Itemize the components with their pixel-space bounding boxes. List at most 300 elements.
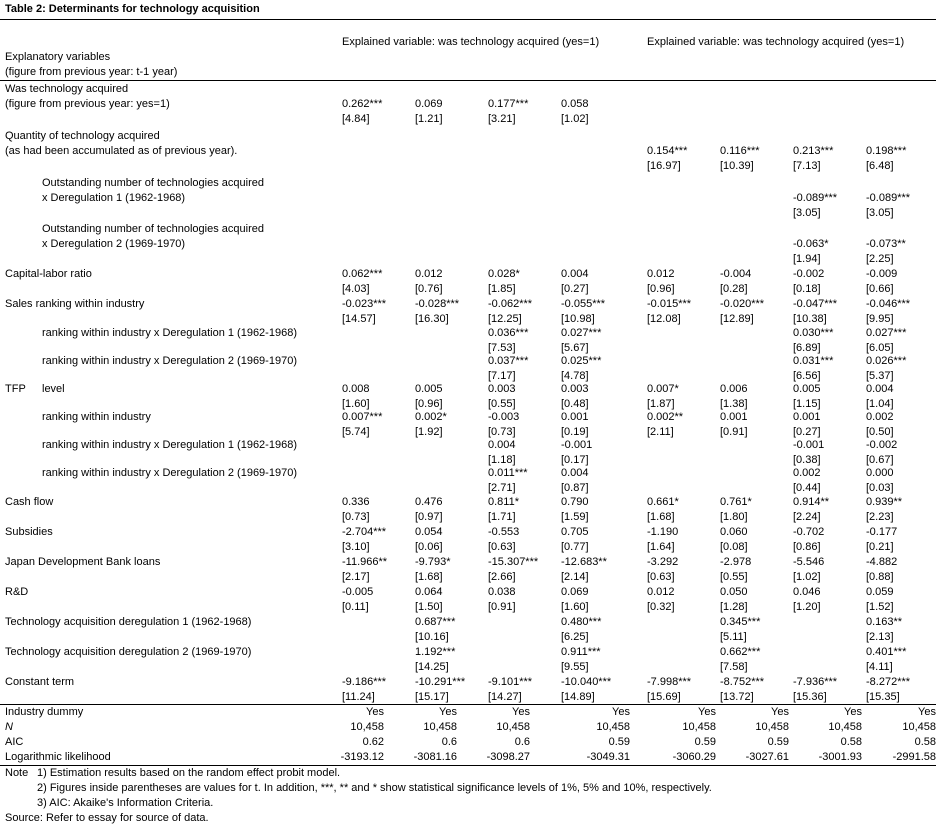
table-row xyxy=(0,615,940,630)
stat-cell: -3098.27 xyxy=(486,751,530,763)
se-cell: [9.95] xyxy=(866,313,894,325)
coef-cell: 0.004 xyxy=(488,439,516,451)
row-label: Outstanding number of technologies acquired xyxy=(42,177,264,189)
table-row xyxy=(0,645,940,660)
coef-cell: -9.186*** xyxy=(342,676,387,688)
coef-cell: -0.177 xyxy=(866,526,898,538)
stat-cell: -3081.16 xyxy=(413,751,457,763)
stat-cell: 10,458 xyxy=(682,721,716,733)
row-label: x Deregulation 1 (1962-1968) xyxy=(42,192,186,204)
stat-cell: -3001.93 xyxy=(818,751,862,763)
coef-cell: -0.020*** xyxy=(720,298,765,310)
coef-cell: -0.047*** xyxy=(793,298,838,310)
coef-cell: -0.702 xyxy=(793,526,825,538)
stat-cell: 10,458 xyxy=(596,721,630,733)
coef-cell: 0.007* xyxy=(647,383,679,395)
table-row xyxy=(0,410,940,425)
coef-cell: 0.001 xyxy=(793,411,821,423)
stat-cell: Yes xyxy=(698,706,716,718)
coef-cell: 0.002 xyxy=(866,411,894,423)
coef-cell: 0.345*** xyxy=(720,616,761,628)
se-cell: [1.60] xyxy=(342,398,370,410)
coef-cell: 0.046 xyxy=(793,586,821,598)
stat-cell: Yes xyxy=(612,706,630,718)
se-cell: [6.48] xyxy=(866,160,894,172)
note-source: Source: Refer to essay for source of data. xyxy=(5,812,209,824)
se-cell: [10.16] xyxy=(415,631,449,643)
se-cell: [0.67] xyxy=(866,454,894,466)
se-row xyxy=(0,252,940,267)
coef-cell: -0.062*** xyxy=(488,298,533,310)
se-cell: [16.97] xyxy=(647,160,681,172)
row-label: Quantity of technology acquired xyxy=(5,130,160,142)
coef-cell: 0.004 xyxy=(561,467,589,479)
se-cell: [5.37] xyxy=(866,370,894,382)
stat-cell: -3060.29 xyxy=(672,751,716,763)
table-notes xyxy=(5,766,935,826)
stat-label: AIC xyxy=(5,736,24,748)
se-cell: [10.39] xyxy=(720,160,754,172)
coef-cell: 0.028* xyxy=(488,268,520,280)
row-label xyxy=(0,176,940,191)
coef-cell: 0.116*** xyxy=(720,145,760,157)
coef-cell: 0.050 xyxy=(720,586,748,598)
se-cell: [0.32] xyxy=(647,601,675,613)
se-cell: [3.05] xyxy=(866,207,894,219)
stat-cell: 10,458 xyxy=(496,721,530,733)
coef-cell: 0.177*** xyxy=(488,98,529,110)
se-cell: [2.11] xyxy=(647,426,674,438)
coef-cell: 0.661* xyxy=(647,496,679,508)
note-head: Note xyxy=(5,767,29,779)
stat-cell: -3193.12 xyxy=(340,751,384,763)
se-cell: [14.25] xyxy=(415,661,449,673)
coef-cell: -11.966** xyxy=(342,556,388,568)
se-cell: [0.91] xyxy=(488,601,516,613)
se-cell: [0.38] xyxy=(793,454,821,466)
row-label: (as had been accumulated as of previous year). xyxy=(5,145,238,157)
top-rule xyxy=(0,19,936,20)
se-cell: [0.77] xyxy=(561,541,589,553)
se-row xyxy=(0,660,940,675)
coef-cell: 0.401*** xyxy=(866,646,907,658)
row-label xyxy=(0,129,940,144)
se-cell: [12.89] xyxy=(720,313,754,325)
coef-cell: 0.036*** xyxy=(488,327,529,339)
coef-cell: 0.001 xyxy=(720,411,748,423)
stat-cell: -3049.31 xyxy=(586,751,630,763)
coef-cell: 0.939** xyxy=(866,496,903,508)
se-cell: [0.21] xyxy=(866,541,894,553)
coef-cell: -0.005 xyxy=(342,586,374,598)
se-cell: [6.89] xyxy=(793,342,821,354)
stat-label: Logarithmic likelihood xyxy=(5,751,111,763)
coef-cell: -15.307*** xyxy=(488,556,539,568)
se-cell: [3.10] xyxy=(342,541,370,553)
se-row xyxy=(0,570,940,585)
stat-cell: 10,458 xyxy=(828,721,862,733)
se-row xyxy=(0,206,940,221)
se-row xyxy=(0,600,940,615)
coef-cell: 0.662*** xyxy=(720,646,761,658)
stat-row xyxy=(0,720,940,735)
se-cell: [1.02] xyxy=(793,571,821,583)
se-cell: [1.20] xyxy=(793,601,821,613)
table-row xyxy=(0,525,940,540)
se-cell: [10.98] xyxy=(561,313,595,325)
coef-cell: 0.262*** xyxy=(342,98,383,110)
coef-cell: -7.936*** xyxy=(793,676,838,688)
coef-cell: -8.272*** xyxy=(866,676,911,688)
coef-cell: -0.009 xyxy=(866,268,898,280)
se-cell: [2.24] xyxy=(793,511,821,523)
stat-cell: Yes xyxy=(366,706,384,718)
se-cell: [0.50] xyxy=(866,426,894,438)
se-cell: [0.27] xyxy=(561,283,589,295)
se-cell: [1.64] xyxy=(647,541,675,553)
se-cell: [4.84] xyxy=(342,113,370,125)
stat-cell: -2991.58 xyxy=(892,751,936,763)
coef-cell: 0.705 xyxy=(561,526,589,538)
stat-label: N xyxy=(5,721,13,733)
coef-cell: -0.003 xyxy=(488,411,520,423)
row-label: ranking within industry x Deregulation 1 (1962-1968) xyxy=(42,439,297,451)
coef-cell: -0.089*** xyxy=(793,192,838,204)
se-cell: [4.11] xyxy=(866,661,893,673)
note-2: 2) Figures inside parentheses are values for t. In addition, ***, ** and * show statistical significance levels of 1%, 5% and 10%, respectively. xyxy=(37,782,712,794)
coef-cell: 0.069 xyxy=(415,98,443,110)
stat-row xyxy=(0,735,940,750)
stat-cell: 0.6 xyxy=(514,736,530,748)
se-cell: [3.05] xyxy=(793,207,821,219)
coef-cell: -0.001 xyxy=(793,439,825,451)
row-label: Subsidies xyxy=(5,526,53,538)
coef-cell: -0.046*** xyxy=(866,298,911,310)
row-label: x Deregulation 2 (1969-1970) xyxy=(42,238,186,250)
row-label: Capital-labor ratio xyxy=(5,268,92,280)
se-cell: [0.19] xyxy=(561,426,589,438)
coef-cell: -0.073** xyxy=(866,238,906,250)
se-cell: [2.23] xyxy=(866,511,894,523)
stat-cell: Yes xyxy=(771,706,789,718)
se-cell: [0.11] xyxy=(342,601,369,613)
coef-cell: -0.063* xyxy=(793,238,829,250)
se-row xyxy=(0,690,940,705)
stat-cell: 0.59 xyxy=(608,736,630,748)
stat-cell: 0.58 xyxy=(914,736,936,748)
row-label xyxy=(0,82,940,97)
coef-cell: 0.001 xyxy=(561,411,589,423)
se-cell: [7.17] xyxy=(488,370,516,382)
se-cell: [12.08] xyxy=(647,313,681,325)
se-cell: [1.80] xyxy=(720,511,748,523)
se-cell: [0.55] xyxy=(720,571,748,583)
se-cell: [0.03] xyxy=(866,482,894,494)
coef-cell: 0.790 xyxy=(561,496,589,508)
se-cell: [1.60] xyxy=(561,601,589,613)
explained-left-header: Explained variable: was technology acquired (yes=1) xyxy=(342,36,600,48)
se-cell: [5.11] xyxy=(720,631,747,643)
coef-cell: 0.004 xyxy=(866,383,894,395)
coef-cell: 0.005 xyxy=(415,383,443,395)
coef-cell: -4.882 xyxy=(866,556,898,568)
se-cell: [1.52] xyxy=(866,601,894,613)
note-3: 3) AIC: Akaike's Information Criteria. xyxy=(37,797,214,809)
se-row xyxy=(0,540,940,555)
row-label: Outstanding number of technologies acquired xyxy=(42,223,264,235)
coef-cell: 0.059 xyxy=(866,586,894,598)
se-cell: [1.87] xyxy=(647,398,675,410)
se-cell: [2.14] xyxy=(561,571,589,583)
se-cell: [2.17] xyxy=(342,571,370,583)
se-cell: [1.68] xyxy=(415,571,443,583)
se-cell: [12.25] xyxy=(488,313,522,325)
coef-cell: -2.978 xyxy=(720,556,752,568)
coef-cell: 0.163** xyxy=(866,616,903,628)
stat-cell: 10,458 xyxy=(350,721,384,733)
row-label: Constant term xyxy=(5,676,75,688)
se-cell: [1.71] xyxy=(488,511,516,523)
coef-cell: -0.001 xyxy=(561,439,593,451)
coef-cell: 0.002 xyxy=(793,467,821,479)
se-cell: [1.94] xyxy=(793,253,821,265)
se-cell: [2.71] xyxy=(488,482,516,494)
coef-cell: -0.015*** xyxy=(647,298,692,310)
stat-cell: 0.62 xyxy=(362,736,384,748)
stat-cell: Yes xyxy=(918,706,936,718)
coef-cell: 0.005 xyxy=(793,383,821,395)
coef-cell: 0.154*** xyxy=(647,145,688,157)
coef-cell: 0.064 xyxy=(415,586,443,598)
row-sublabel: level xyxy=(42,383,65,395)
row-label xyxy=(0,222,940,237)
coef-cell: 0.000 xyxy=(866,467,894,479)
coef-cell: -5.546 xyxy=(793,556,825,568)
table-row xyxy=(0,438,940,453)
se-cell: [0.88] xyxy=(866,571,894,583)
se-cell: [1.04] xyxy=(866,398,894,410)
coef-cell: -0.002 xyxy=(866,439,898,451)
se-cell: [0.97] xyxy=(415,511,443,523)
se-cell: [7.53] xyxy=(488,342,516,354)
coef-cell: 0.027*** xyxy=(561,327,602,339)
se-cell: [15.36] xyxy=(793,691,827,703)
se-cell: [0.44] xyxy=(793,482,821,494)
coef-cell: -0.553 xyxy=(488,526,520,538)
coef-cell: 0.012 xyxy=(647,586,675,598)
coef-cell: 0.198*** xyxy=(866,145,907,157)
stat-label: Industry dummy xyxy=(5,706,84,718)
stat-cell: -3027.61 xyxy=(745,751,789,763)
table-row xyxy=(0,191,940,206)
se-cell: [0.27] xyxy=(793,426,821,438)
table-row xyxy=(0,237,940,252)
se-cell: [0.96] xyxy=(415,398,443,410)
coef-cell: 0.038 xyxy=(488,586,516,598)
stat-cell: Yes xyxy=(512,706,530,718)
coef-cell: 0.480*** xyxy=(561,616,602,628)
stat-cell: 0.59 xyxy=(767,736,789,748)
se-cell: [0.06] xyxy=(415,541,443,553)
row-label: Cash flow xyxy=(5,496,54,508)
coef-cell: 0.006 xyxy=(720,383,748,395)
table-page: Table 2: Determinants for technology acquisition Explained variable: was technology acquired (yes=1) Explained variable: was technology acquired (yes=1) Explanatory variables (figure from previous year: t-1 year) Was technology acquired (figure from previous year: yes=1) 0.262*** 0.069 0.177*** 0.058 [4.84] [1.21] [3.21] [1.02] Quantity of technology acquired (as had been accumulated as of previous year). 0.154*** 0.116*** 0.213*** 0.198*** [16.97] [10.39] [7.13] [6.48] Outstanding number of technologies acquired x Deregulation 1 (1962-1968) -0.089*** -0.089*** [3.05] [3.05] Outstanding number of technologies acquired x Deregulation 2 (1969-1970) -0.063* -0.073** [1.94] [2.25] Capital-labor ratio 0.062*** 0.012 0.028* 0.004 0.012 -0.004 -0.002 -0.009 [4.03] [0.76] [1.85] [0.27] [0.96] [0.28] [0.18] [0.66] Sales ranking within industry -0.023*** -0.028*** -0.062*** -0.055*** -0.015*** -0.020*** -0.047*** -0.046*** [14.57] [16.30] [12.25] [10.98] [12.08] [12.89] [10.38] [9.95] ranking within industry x Deregulation 1 (1962-1968) 0.036*** 0.027*** 0.030*** 0.027*** [7.53] [5.67] [6.89] [6.05] ranking within industry x Deregulation 2 (1969-1970) 0.037*** 0.025*** 0.031*** 0.026*** [7.17] [4.78] [6.56] [5.37] TFP level 0.008 0.005 0.003 0.003 0.007* 0.006 0.005 0.004 [1.60] [0.96] [0.55] [0.48] [1.87] [1.38] [1.15] [1.04] ranking within industry 0.007*** 0.002* -0.003 0.001 0.002** 0.001 0.001 0.002 [5.74] [1.92] [0.73] [0.19] [2.11] [0.91] [0.27] [0.50] ranking within industry x Deregulation 1 (1962-1968) 0.004 -0.001 -0.001 -0.002 [1.18] [0.17] [0.38] [0.67] ranking within industry x Deregulation 2 (1969-1970) 0.011*** 0.004 0.002 0.000 [2.71] [0.87] [0.44] [0.03] Cash flow 0.336 0.476 0.811* 0.790 0.661* 0.761* 0.914** 0.939** [0.73] [0.97] [1.71] [1.59] [1.68] [1.80] [2.24] [2.23] Subsidies -2.704*** 0.054 -0.553 0.705 -1.190 0.060 -0.702 -0.177 [3.10] [0.06] [0.63] [0.77] [1.64] [0.08] [0.86] [0.21] Japan Development Bank loans -11.966** -9.793* -15.307*** -12.683** -3.292 -2.978 -5.546 -4.882 [2.17] [1.68] [2.66] [2.14] [0.63] [0.55] [1.02] [0.88] R&D -0.005 0.064 0.038 0.069 0.012 0.050 0.046 0.059 [0.11] [1.50] [0.91] [1.60] [0.32] [1.28] [1.20] [1.52] Technology acquisition deregulation 1 (1962-1968) 0.687*** 0.480*** 0.345*** 0.163** [10.16] [6.25] [5.11] [2.13] Technology acquisition deregulation 2 (1969-1970) 1.192*** 0.911*** 0.662*** 0.401*** [14.25] [9.55] [7.58] [4.11] Constant term -9.186*** -10.291*** -9.101*** -10.040*** -7.998*** -8.752*** -7.936*** -8.272*** [11.24] [15.17] [14.27] [14.89] [15.69] [13.72] [15.36] [15.35] Industry dummy Yes Yes Yes Yes Yes Yes Yes Yes N 10,458 10,458 10,458 10,458 10,458 10,458 10,458 10,458 AIC 0.62 0.6 0.6 0.59 0.59 0.59 0.58 0.58 Logarithmic likelihood -3193.12 -3081.16 -3098.27 -3049.31 -3060.29 -3027.61 -3001.93 -2991.58 Note 1) Estimation results based on the random effect probit model. 2) Figures inside parentheses are values for t. In addition, ***, ** and * show statistical significance levels of 1%, 5% and 10%, respectively. 3) AIC: Akaike's Information Criteria. Source: Refer to essay for source of data. xyxy=(0,0,940,830)
coef-cell: 0.007*** xyxy=(342,411,383,423)
coef-cell: 0.004 xyxy=(561,268,589,280)
se-cell: [2.25] xyxy=(866,253,894,265)
table-row xyxy=(0,267,940,282)
table-row xyxy=(0,354,940,369)
se-cell: [7.13] xyxy=(793,160,821,172)
coef-cell: -0.002 xyxy=(793,268,825,280)
row-label: Technology acquisition deregulation 2 (1969-1970) xyxy=(5,646,252,658)
se-cell: [0.73] xyxy=(342,511,370,523)
coef-cell: 0.031*** xyxy=(793,355,834,367)
coef-cell: 0.008 xyxy=(342,383,370,395)
table-row xyxy=(0,555,940,570)
coef-cell: 0.054 xyxy=(415,526,443,538)
se-cell: [1.28] xyxy=(720,601,748,613)
coef-cell: 0.060 xyxy=(720,526,748,538)
coef-cell: 0.003 xyxy=(488,383,516,395)
coef-cell: 0.911*** xyxy=(561,646,601,658)
coef-cell: 0.025*** xyxy=(561,355,602,367)
coef-cell: 0.012 xyxy=(647,268,675,280)
table-row xyxy=(0,675,940,690)
coef-cell: 0.026*** xyxy=(866,355,907,367)
coef-cell: 0.062*** xyxy=(342,268,383,280)
coef-cell: -8.752*** xyxy=(720,676,765,688)
se-cell: [6.25] xyxy=(561,631,589,643)
se-cell: [0.28] xyxy=(720,283,748,295)
se-cell: [6.05] xyxy=(866,342,894,354)
coef-cell: 0.213*** xyxy=(793,145,834,157)
se-row xyxy=(0,312,940,327)
se-cell: [2.13] xyxy=(866,631,894,643)
coef-cell: -0.055*** xyxy=(561,298,606,310)
coef-cell: -9.793* xyxy=(415,556,451,568)
coef-cell: 0.037*** xyxy=(488,355,529,367)
se-cell: [0.18] xyxy=(793,283,821,295)
se-cell: [3.21] xyxy=(488,113,516,125)
coef-cell: -0.028*** xyxy=(415,298,460,310)
se-cell: [16.30] xyxy=(415,313,449,325)
coef-cell: -0.023*** xyxy=(342,298,387,310)
row-label: Sales ranking within industry xyxy=(5,298,145,310)
se-cell: [14.89] xyxy=(561,691,595,703)
se-cell: [5.67] xyxy=(561,342,589,354)
coef-cell: 0.011*** xyxy=(488,467,528,479)
se-cell: [0.63] xyxy=(488,541,516,553)
coef-cell: -9.101*** xyxy=(488,676,533,688)
se-cell: [0.96] xyxy=(647,283,675,295)
coef-cell: -12.683** xyxy=(561,556,607,568)
se-cell: [2.66] xyxy=(488,571,516,583)
coef-cell: -0.004 xyxy=(720,268,752,280)
stat-cell: 0.59 xyxy=(694,736,716,748)
header-rule xyxy=(0,80,936,81)
coef-cell: 0.012 xyxy=(415,268,443,280)
se-cell: [1.15] xyxy=(793,398,821,410)
se-cell: [1.59] xyxy=(561,511,589,523)
se-row xyxy=(0,510,940,525)
se-cell: [0.76] xyxy=(415,283,443,295)
stat-cell: 10,458 xyxy=(902,721,936,733)
row-label: ranking within industry xyxy=(42,411,151,423)
stat-row xyxy=(0,705,940,720)
coef-cell: -7.998*** xyxy=(647,676,692,688)
se-cell: [1.02] xyxy=(561,113,589,125)
stat-cell: 10,458 xyxy=(755,721,789,733)
se-cell: [15.17] xyxy=(415,691,449,703)
se-cell: [1.50] xyxy=(415,601,443,613)
se-cell: [4.03] xyxy=(342,283,370,295)
se-cell: [5.74] xyxy=(342,426,370,438)
se-cell: [6.56] xyxy=(793,370,821,382)
se-cell: [0.73] xyxy=(488,426,516,438)
header-row xyxy=(0,35,940,50)
row-label: R&D xyxy=(5,586,29,598)
coef-cell: 0.336 xyxy=(342,496,370,508)
se-row xyxy=(0,481,940,496)
coef-cell: -10.291*** xyxy=(415,676,466,688)
se-cell: [11.24] xyxy=(342,691,375,703)
se-cell: [0.91] xyxy=(720,426,748,438)
coef-cell: -0.089*** xyxy=(866,192,911,204)
se-cell: [10.38] xyxy=(793,313,827,325)
se-cell: [0.48] xyxy=(561,398,589,410)
coef-cell: 0.002* xyxy=(415,411,447,423)
se-row xyxy=(0,112,940,127)
se-row xyxy=(0,159,940,174)
table-row xyxy=(0,466,940,481)
table-row xyxy=(0,382,940,397)
stat-cell: 0.6 xyxy=(441,736,457,748)
coef-cell: 0.811* xyxy=(488,496,519,508)
stat-cell: 0.58 xyxy=(840,736,862,748)
se-cell: [9.55] xyxy=(561,661,589,673)
table-row xyxy=(0,326,940,341)
se-cell: [1.18] xyxy=(488,454,516,466)
coef-cell: 0.027*** xyxy=(866,327,907,339)
row-label: ranking within industry x Deregulation 1 (1962-1968) xyxy=(42,327,297,339)
coef-cell: -2.704*** xyxy=(342,526,387,538)
se-cell: [1.68] xyxy=(647,511,675,523)
coef-cell: 0.002** xyxy=(647,411,684,423)
se-cell: [1.21] xyxy=(415,113,443,125)
se-cell: [15.69] xyxy=(647,691,681,703)
se-row xyxy=(0,630,940,645)
stat-cell: Yes xyxy=(439,706,457,718)
row-label: (figure from previous year: yes=1) xyxy=(5,98,170,110)
se-cell: [0.08] xyxy=(720,541,748,553)
row-label xyxy=(0,97,940,112)
row-label: ranking within industry x Deregulation 2 (1969-1970) xyxy=(42,355,297,367)
coef-cell: 1.192*** xyxy=(415,646,456,658)
coef-cell: 0.687*** xyxy=(415,616,456,628)
row-label: ranking within industry x Deregulation 2 (1969-1970) xyxy=(42,467,297,479)
se-cell: [15.35] xyxy=(866,691,900,703)
coef-cell: 0.058 xyxy=(561,98,589,110)
stat-row xyxy=(0,750,940,765)
se-cell: [13.72] xyxy=(720,691,754,703)
se-cell: [4.78] xyxy=(561,370,589,382)
stat-cell: Yes xyxy=(844,706,862,718)
se-cell: [0.87] xyxy=(561,482,589,494)
table-row xyxy=(0,144,940,159)
row-label: TFP xyxy=(5,383,26,395)
se-cell: [14.57] xyxy=(342,313,376,325)
